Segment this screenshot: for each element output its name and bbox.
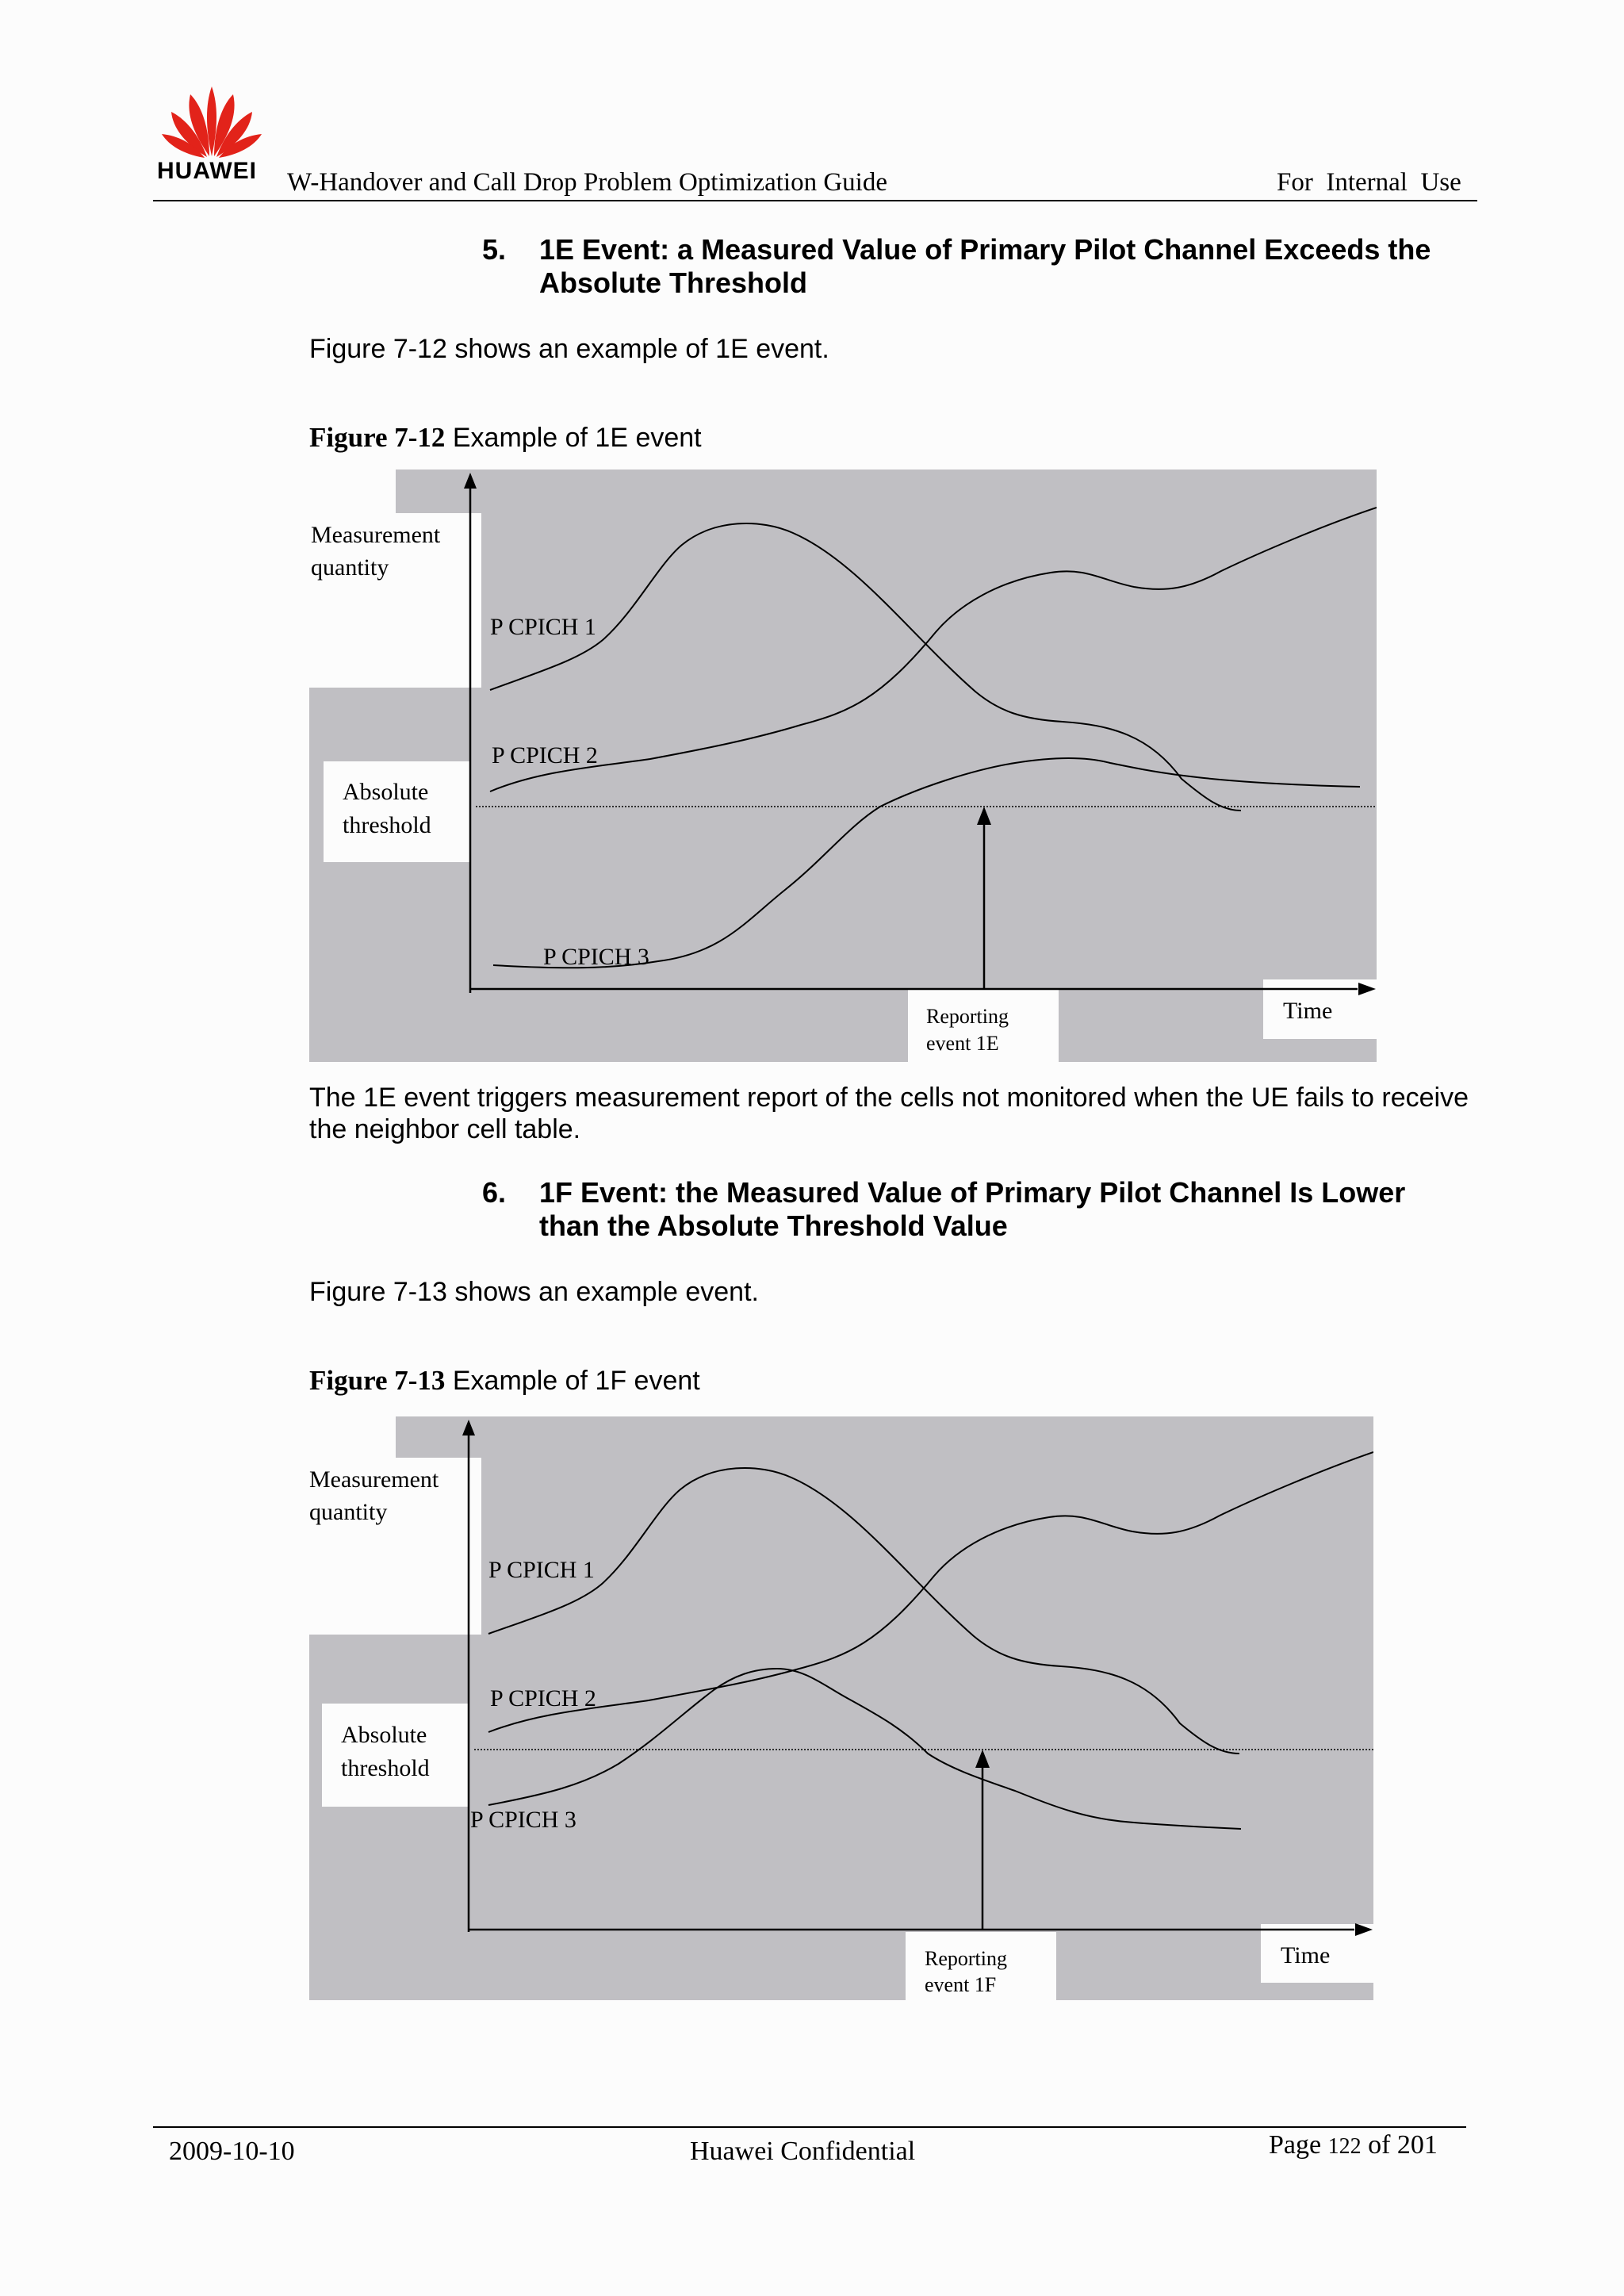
- figure-caption: [309, 1365, 700, 1397]
- footer-date: 2009-10-10: [169, 2137, 295, 2166]
- section-number: 5.: [482, 233, 507, 266]
- classification-label: For Internal Use: [1277, 168, 1461, 197]
- threshold-label-line2: threshold: [341, 1755, 430, 1781]
- figure-1f-event: [309, 1416, 1373, 2000]
- footer-confidential: Huawei Confidential: [690, 2137, 916, 2166]
- figure-intro: Figure 7-12 shows an example of 1E event.: [309, 334, 829, 364]
- huawei-logo: [159, 83, 266, 186]
- series-label-pcpich2: P CPICH 2: [492, 742, 598, 769]
- threshold-label-line1: Absolute: [341, 1722, 427, 1748]
- threshold-label-line1: Absolute: [343, 779, 429, 805]
- huawei-logo-text: HUAWEI: [157, 158, 257, 184]
- event-label-line2: event 1E: [926, 1032, 999, 1055]
- y-label-box: [309, 1416, 396, 1635]
- series-label-pcpich1: P CPICH 1: [490, 614, 596, 640]
- event-label-line1: Reporting: [926, 1005, 1009, 1028]
- y-axis-label-line1: Measurement: [309, 1466, 439, 1493]
- section-title: 1F Event: the Measured Value of Primary Pilot Channel Is Lower than the Absolute Threshold Value: [539, 1176, 1406, 1242]
- y-axis-label-line1: Measurement: [311, 522, 441, 548]
- figure-label: Figure 7-13: [309, 1365, 446, 1396]
- figure-1e-event: [309, 470, 1377, 1062]
- page-of: of: [1368, 2130, 1391, 2160]
- page-total: 201: [1396, 2130, 1438, 2160]
- section-number: 6.: [482, 1176, 507, 1209]
- series-label-pcpich1: P CPICH 1: [488, 1557, 595, 1583]
- x-axis-label: Time: [1283, 998, 1333, 1024]
- document-title: W-Handover and Call Drop Problem Optimization Guide: [287, 168, 888, 197]
- x-axis-label: Time: [1281, 1942, 1331, 1968]
- page-current: 122: [1327, 2134, 1362, 2159]
- event-label-line2: event 1F: [925, 1973, 997, 1996]
- figure-intro: Figure 7-13 shows an example event.: [309, 1277, 759, 1307]
- footer-rule: [153, 2126, 1466, 2128]
- header-rule: [153, 200, 1477, 201]
- event-label-line1: Reporting: [925, 1947, 1007, 1970]
- section-title: 1E Event: a Measured Value of Primary Pilot Channel Exceeds the Absolute Threshold: [539, 233, 1431, 299]
- y-axis-label-line2: quantity: [309, 1499, 388, 1525]
- page-prefix: Page: [1269, 2130, 1322, 2160]
- threshold-label-line2: threshold: [343, 812, 431, 838]
- huawei-logo-icon: [159, 83, 266, 159]
- figure-caption-text: Example of 1E event: [452, 423, 702, 453]
- series-label-pcpich3: P CPICH 3: [470, 1807, 576, 1833]
- figure-label: Figure 7-12: [309, 422, 446, 453]
- figure-caption-text: Example of 1F event: [452, 1366, 700, 1396]
- series-label-pcpich3: P CPICH 3: [543, 944, 649, 970]
- figure-caption: [309, 422, 702, 454]
- page-number: [1269, 2130, 1438, 2160]
- y-axis-label-line2: quantity: [311, 554, 389, 581]
- body-paragraph: The 1E event triggers measurement report of the cells not monitored when the UE fails to receive the neighbor cell table.: [309, 1083, 1469, 1144]
- series-label-pcpich2: P CPICH 2: [490, 1685, 596, 1711]
